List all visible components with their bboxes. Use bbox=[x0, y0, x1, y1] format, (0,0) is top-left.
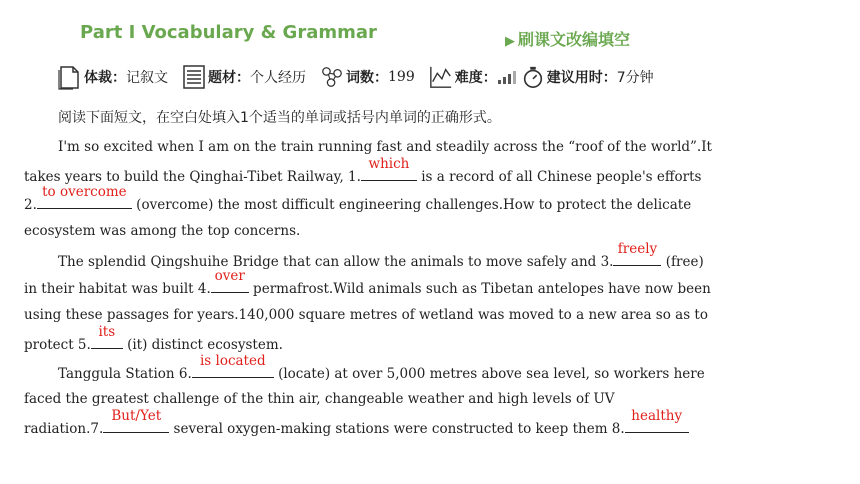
passage-text: protect 5. bbox=[24, 337, 91, 353]
passage-text: The splendid Qingshuihe Bridge that can allow the animals to move safely and 3. bbox=[58, 254, 614, 270]
passage-line-11 bbox=[24, 408, 744, 439]
section-tag bbox=[505, 27, 630, 50]
instruction: 阅读下面短文，在空白处填入1个适当的单词或括号内单词的正确形式。 bbox=[58, 110, 501, 126]
section-tag-label: 刷课文改编填空 bbox=[518, 30, 631, 49]
passage-text: several oxygen-making stations were constructed to keep them 8. bbox=[169, 421, 625, 437]
passage-text: in their habitat was built 4. bbox=[24, 281, 211, 297]
time-value: 7分钟 bbox=[616, 70, 654, 86]
passage-line-3 bbox=[24, 184, 744, 215]
answer-4: over bbox=[214, 268, 245, 284]
signal-bars-icon bbox=[497, 70, 519, 84]
word-count-label: 词数： bbox=[346, 70, 388, 86]
passage-line-2 bbox=[24, 156, 744, 187]
blank-2[interactable] bbox=[37, 184, 132, 209]
time-label: 建议用时： bbox=[546, 70, 617, 86]
network-icon bbox=[320, 64, 344, 90]
line-chart-icon bbox=[429, 64, 453, 90]
answer-6: is located bbox=[199, 353, 266, 369]
answer-2: to overcome bbox=[42, 184, 127, 200]
genre-label: 体裁： bbox=[84, 70, 126, 86]
list-document-icon bbox=[182, 64, 206, 90]
passage-line-8 bbox=[24, 324, 744, 355]
passage-text: radiation.7. bbox=[24, 421, 104, 437]
passage-line-5 bbox=[58, 241, 778, 272]
passage-text: permafrost.Wild animals such as Tibetan antelopes have now been bbox=[248, 281, 711, 297]
part-title: Part Ⅰ Vocabulary & Grammar bbox=[80, 22, 377, 43]
meta-bar bbox=[58, 62, 668, 92]
topic-label: 题材： bbox=[208, 70, 250, 86]
stopwatch-icon bbox=[521, 64, 545, 90]
topic-value: 个人经历 bbox=[250, 70, 306, 86]
passage-text: (locate) at over 5,000 metres above sea level, so workers here bbox=[273, 366, 705, 382]
blank-3[interactable] bbox=[613, 241, 661, 266]
answer-1: which bbox=[368, 156, 410, 172]
answer-3: freely bbox=[617, 241, 658, 257]
passage-text: (free) bbox=[661, 254, 704, 270]
passage-text: I'm so excited when I am on the train running fast and steadily across the “roof of the world”.It bbox=[58, 139, 712, 155]
passage-text: Tanggula Station 6. bbox=[58, 366, 192, 382]
answer-8: healthy bbox=[631, 408, 683, 424]
passage-text: using these passages for years.140,000 square metres of wetland was moved to a new area so as to bbox=[24, 307, 708, 323]
blank-1[interactable] bbox=[361, 156, 417, 181]
passage-line-7 bbox=[24, 305, 744, 325]
passage-text: faced the greatest challenge of the thin air, changeable weather and high levels of UV bbox=[24, 391, 615, 407]
passage-text: takes years to build the Qinghai-Tibet Railway, 1. bbox=[24, 169, 361, 185]
document-icon bbox=[58, 64, 82, 90]
passage-text: (it) distinct ecosystem. bbox=[122, 337, 283, 353]
passage-text: 2. bbox=[24, 197, 37, 213]
blank-5[interactable] bbox=[91, 324, 123, 349]
passage-line-4 bbox=[24, 221, 744, 241]
answer-7: But/Yet bbox=[111, 408, 162, 424]
passage-text: ecosystem was among the top concerns. bbox=[24, 223, 301, 239]
passage-text: is a record of all Chinese people's efforts bbox=[416, 169, 702, 185]
answer-5: its bbox=[98, 324, 116, 340]
word-count-value: 199 bbox=[388, 69, 415, 85]
blank-6[interactable] bbox=[192, 353, 274, 378]
passage-text: (overcome) the most difficult engineering challenges.How to protect the delicate bbox=[131, 197, 692, 213]
genre-value: 记叙文 bbox=[126, 70, 168, 86]
passage-line-6 bbox=[24, 268, 744, 299]
difficulty-label: 难度： bbox=[454, 70, 497, 86]
play-arrow-icon: ▶ bbox=[505, 34, 515, 49]
blank-8[interactable] bbox=[625, 408, 689, 433]
blank-4[interactable] bbox=[211, 268, 249, 293]
passage-line-9 bbox=[58, 353, 778, 384]
blank-7[interactable] bbox=[103, 408, 169, 433]
